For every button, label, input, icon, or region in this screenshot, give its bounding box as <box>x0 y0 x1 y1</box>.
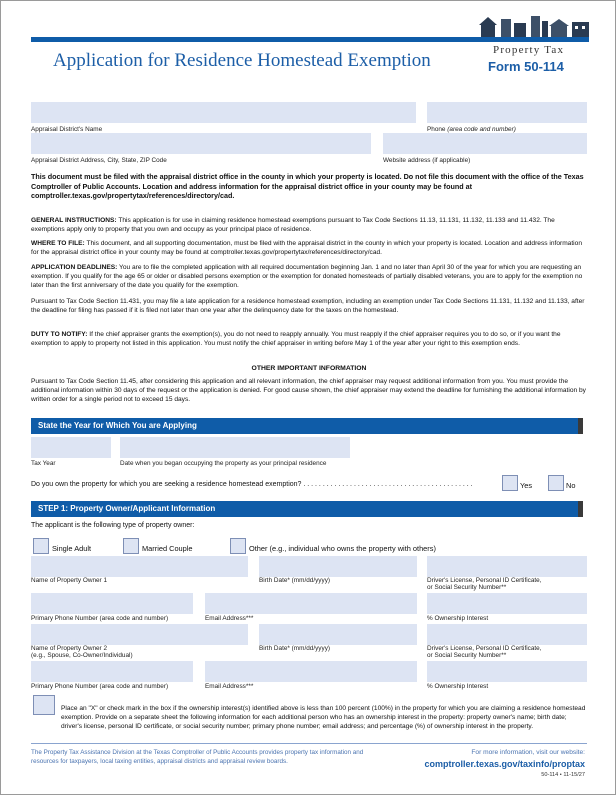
late-application: Pursuant to Tax Code Section 11.431, you may file a late application for a residence homestead exemption, including an exemption under Tax Code Sections 11.131, 11.132 and 11.133, after the deadline for filing has passed if it is filed not later than one year after the delinquency date for the taxes on the homestead. <box>31 298 585 315</box>
footer-rule <box>31 743 587 744</box>
footer-website-link[interactable]: comptroller.texas.gov/taxinfo/proptax <box>424 759 585 769</box>
tax-year-label: Tax Year <box>31 460 56 467</box>
footer-form-code: 50-114 • 11-15/27 <box>541 772 585 778</box>
year-section-header: State the Year for Which You are Applying <box>31 418 583 434</box>
owner1-name-label: Name of Property Owner 1 <box>31 577 108 584</box>
district-address-field[interactable] <box>31 133 371 154</box>
owner2-birthdate-field[interactable] <box>259 624 417 645</box>
district-phone-label: Phone (area code and number) <box>427 126 516 133</box>
single-adult-label: Single Adult <box>52 544 92 553</box>
owner2-birthdate-label: Birth Date* (mm/dd/yyyy) <box>259 645 331 652</box>
owner1-license-label-1: Driver's License, Personal ID Certificate, <box>427 577 542 584</box>
owner1-email-field[interactable] <box>205 593 417 614</box>
occupancy-date-label: Date when you began occupying the property as your principal residence <box>120 460 327 467</box>
owner2-license-label-1: Driver's License, Personal ID Certificate, <box>427 645 542 652</box>
single-adult-checkbox[interactable] <box>33 538 49 554</box>
owner2-email-label: Email Address*** <box>205 683 254 690</box>
owner2-ownership-label: % Ownership Interest <box>427 683 489 690</box>
owner1-name-field[interactable] <box>31 556 248 577</box>
owner2-license-field[interactable] <box>427 624 587 645</box>
partial-ownership-checkbox[interactable] <box>33 695 55 715</box>
other-owner-label: Other (e.g., individual who owns the property with others) <box>249 544 436 553</box>
filing-notice: This document must be filed with the appraisal district office in the county in which your property is located. Do not file this document with the office of the Texas Comptroller of Public Accounts. Location and address information for the appraisal district office in your county may be found at comptroller.texas.gov/propertytax/references/directory/cad. <box>31 172 584 200</box>
owner1-license-field[interactable] <box>427 556 587 577</box>
owner2-phone-label: Primary Phone Number (area code and number) <box>31 683 169 690</box>
header-rule <box>31 37 589 42</box>
footer-more-info: For more information, visit our website: <box>471 749 585 756</box>
skyline-icon <box>479 15 591 37</box>
ownership-question: Do you own the property for which you are seeking a residence homestead exemption? . . . . . . . . . . . . . . . . . . . . . . . . . . . . . . . . . . . . . . . . . . . . <box>31 481 473 488</box>
owner1-email-label: Email Address*** <box>205 615 254 622</box>
owner1-ownership-field[interactable] <box>427 593 587 614</box>
other-info-heading: OTHER IMPORTANT INFORMATION <box>251 365 367 372</box>
duty-to-notify: DUTY TO NOTIFY: If the chief appraiser grants the exemption(s), you do not need to reapply annually. You must reapply if the chief appraiser requires you to do so, or if you want the exemption to apply to property not listed in this application. You must notify the chief appraiser in writing before May 1 of the year after your right to this exemption ends. <box>31 331 561 348</box>
district-website-field[interactable] <box>383 133 587 154</box>
property-tax-label: Property Tax <box>493 44 565 56</box>
step1-header: STEP 1: Property Owner/Applicant Information <box>31 501 583 517</box>
owner1-phone-label: Primary Phone Number (area code and number) <box>31 615 169 622</box>
owner2-name-field[interactable] <box>31 624 248 645</box>
own-no-checkbox[interactable] <box>548 475 564 491</box>
owner1-license-label-2: or Social Security Number** <box>427 584 507 591</box>
owner-type-label: The applicant is the following type of property owner: <box>31 522 195 529</box>
owner2-name-label: Name of Property Owner 2 <box>31 645 108 652</box>
owner1-phone-field[interactable] <box>31 593 193 614</box>
owner1-birthdate-field[interactable] <box>259 556 417 577</box>
own-yes-checkbox[interactable] <box>502 475 518 491</box>
own-no-label: No <box>566 481 576 490</box>
owner2-ownership-field[interactable] <box>427 661 587 682</box>
form-number: Form 50-114 <box>488 59 564 74</box>
footer-description: The Property Tax Assistance Division at the Texas Comptroller of Public Accounts provides property tax information and resources for taxpayers, local taxing entities, appraisal districts and appraisal review boards. <box>31 749 364 765</box>
application-deadlines: APPLICATION DEADLINES: You are to file the completed application with all required documentation beginning Jan. 1 and no later than April 30 of the year for which you are requesting an exemption. If you qualify for the age 65 or older or disabled persons exemption or the exemption for donated homesteads of partially disabled veterans, you are to apply for the exemption no later than the first anniversary of the date you qualify for the exemption. <box>31 264 583 290</box>
other-info-text: Pursuant to Tax Code Section 11.45, after considering this application and all relevant information, the chief appraiser may request additional information from you. You must provide the additional information within 30 days of the request or the application is denied. For good cause shown, the chief appraiser may extend the deadline for furnishing the additional information by written order for a single period not to exceed 15 days. <box>31 378 586 404</box>
owner2-name-hint: (e.g., Spouse, Co-Owner/Individual) <box>31 652 133 659</box>
partial-ownership-text: Place an "X" or check mark in the box if the ownership interest(s) identified above is less than 100 percent (100%) in the property for which you are claiming a residence homestead exemption. Provide on a separate sheet the following information for each additional person who has an ownership interest in the property: property owner's name; birth date; driver's license, personal ID certificate, or social security number; primary phone number; email address; and percentage (%) of ownership interest in the property. <box>61 705 586 731</box>
tax-year-field[interactable] <box>31 437 111 458</box>
owner2-license-label-2: or Social Security Number** <box>427 652 507 659</box>
district-website-label: Website address (if applicable) <box>383 157 471 164</box>
owner2-phone-field[interactable] <box>31 661 193 682</box>
other-owner-checkbox[interactable] <box>230 538 246 554</box>
form-title: Application for Residence Homestead Exemption <box>53 50 431 71</box>
married-couple-label: Married Couple <box>142 544 193 553</box>
district-name-label: Appraisal District's Name <box>31 126 103 133</box>
district-name-field[interactable] <box>31 102 416 123</box>
occupancy-date-field[interactable] <box>120 437 350 458</box>
own-yes-label: Yes <box>520 481 533 490</box>
owner1-birthdate-label: Birth Date* (mm/dd/yyyy) <box>259 577 331 584</box>
general-instructions: GENERAL INSTRUCTIONS: This application is for use in claiming residence homestead exemptions pursuant to Tax Code Sections 11.13, 11.131, 11.132, 11.133 and 11.432. The exemptions apply only to property that you own and occupy as your principal place of residence. <box>31 217 555 234</box>
district-address-label: Appraisal District Address, City, State, ZIP Code <box>31 157 167 164</box>
where-to-file: WHERE TO FILE: This document, and all supporting documentation, must be filed with the appraisal district in the county in which your property is located. Location and address information for the appraisal district office in your county may be found at comptroller.texas.gov/propertytax/references/directory/cad. <box>31 240 582 257</box>
owner1-ownership-label: % Ownership Interest <box>427 615 489 622</box>
district-phone-field[interactable] <box>427 102 587 123</box>
owner2-email-field[interactable] <box>205 661 417 682</box>
married-couple-checkbox[interactable] <box>123 538 139 554</box>
